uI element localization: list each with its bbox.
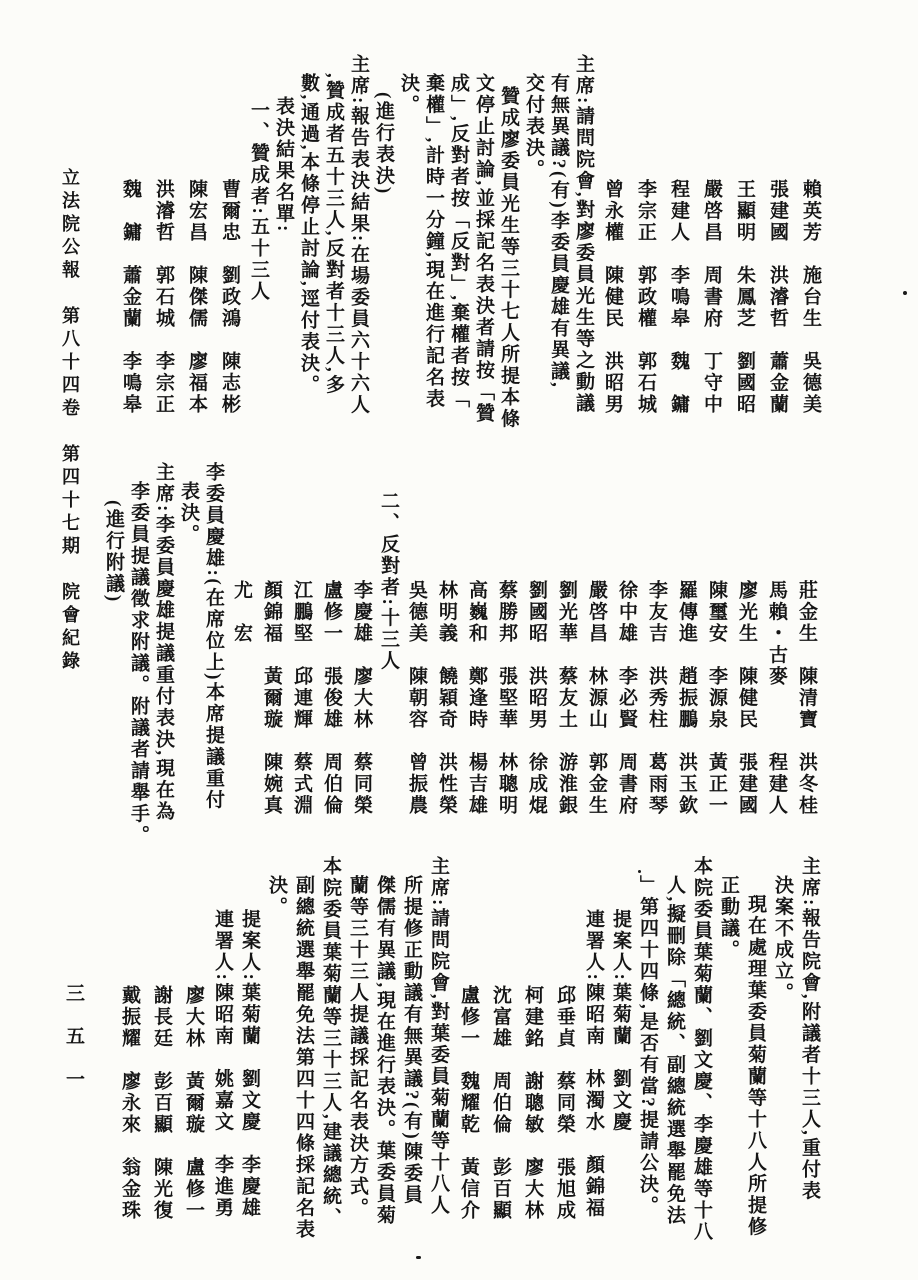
name-list-column: 沈富雄 周伯倫 彭百顯 <box>490 985 511 1222</box>
name-list-column: 蔡勝邦 張堅華 林聰明 <box>496 579 517 817</box>
name-list-column: 徐中雄 李必賢 周書府 <box>616 579 637 817</box>
text-column: 主席:報告表決結果:在場委員六十六人 <box>348 54 369 416</box>
name-list-column: 劉國昭 洪昭男 徐成焜 <box>526 579 547 817</box>
text-column: 本院委員葉菊蘭、劉文慶、李慶雄等十八 <box>691 856 712 1243</box>
name-list-column: 尤 宏 <box>231 579 252 645</box>
text-column: 現在處理葉委員菊蘭等十八人所提修 <box>745 894 766 1238</box>
text-column: 連署人:陳昭南 姚嘉文 李進勇 <box>212 909 233 1220</box>
name-list-column: 戴振耀 廖永來 翁金珠 <box>119 985 140 1222</box>
name-list-column: 張建國 洪濬哲 蕭金蘭 <box>767 179 788 416</box>
name-list-column: 邱垂貞 蔡同榮 張旭成 <box>554 985 575 1222</box>
text-column: 蘭等三十三人提議採記名表決方式。 <box>347 875 368 1219</box>
name-list-column: 曹爾忠 劉政鴻 陳志彬 <box>219 179 240 416</box>
name-list-column: 吳德美 陳朝容 曾振農 <box>406 579 427 817</box>
text-column: 有無異議?(有)李委員慶雄有異議, <box>548 73 569 390</box>
name-list-column: 江鵬堅 邱連輝 蔡式淵 <box>291 579 312 817</box>
text-column: 表決結果名單: <box>273 95 294 234</box>
text-column: 連署人:陳昭南 林濁水 顏錦福 <box>583 909 604 1220</box>
name-list-column: 李宗正 郭政權 郭石城 <box>635 179 656 416</box>
name-list-column: 賴英芳 施台生 吳德美 <box>800 179 821 416</box>
text-band-top <box>114 54 827 472</box>
name-list-column: 馬賴・古麥 程建人 <box>766 579 787 817</box>
text-column: 表決。 <box>178 481 199 546</box>
name-list-column: 高巍和 鄭逢時 楊吉雄 <box>466 579 487 817</box>
text-column: 決。 <box>266 875 287 918</box>
name-list-column: 莊金生 陳清寶 洪冬桂 <box>796 579 817 817</box>
text-column: ,贊成者五十三人,反對者十三人,多 <box>323 73 344 396</box>
name-list-column: 曾永權 陳健民 洪昭男 <box>602 179 623 416</box>
text-band-bottom <box>113 856 823 1276</box>
text-column: 提案人:葉菊蘭 劉文慶 <box>610 909 631 1134</box>
text-column: 」第四十四條,是否有當?提請公決。 <box>637 875 658 1217</box>
name-list-column: 盧修一 張俊雄 周伯倫 <box>321 579 342 817</box>
name-list-column: 劉光華 蔡友土 游淮銀 <box>556 579 577 817</box>
name-list-column: 羅傳進 趙振鵬 洪玉欽 <box>676 579 697 817</box>
scan-speck <box>416 1256 421 1259</box>
name-list-column: 嚴啓昌 周書府 丁守中 <box>701 179 722 416</box>
text-column: 交付表決。 <box>523 73 544 181</box>
text-column: 贊成廖委員光生等三十七人所提本條 <box>498 86 519 431</box>
text-column: 成」,反對者按「反對」,棄權者按「 <box>448 73 469 410</box>
text-column: 決案不成立。 <box>772 875 793 1004</box>
name-list-column: 李友吉 洪秀柱 葛雨琴 <box>646 579 667 817</box>
text-column: 李委員慶雄:(在席位上)本席提議重付 <box>203 462 224 811</box>
text-column: 二、反對者:十三人 <box>378 490 399 672</box>
text-column: 主席:請問院會,對廖委員光生等之動議 <box>573 54 594 415</box>
text-column: 提案人:葉菊蘭 劉文慶 李慶雄 <box>239 909 260 1220</box>
scan-speck <box>638 870 641 873</box>
name-list-column: 廖大林 黃爾璇 盧修一 <box>183 985 204 1222</box>
text-column: 本院委員葉菊蘭等三十三人,建議總統、 <box>320 856 341 1229</box>
text-column: 李委員提議徵求附議。附議者請舉手。 <box>128 481 149 847</box>
name-list-column: 王顯明 朱鳳芝 劉國昭 <box>734 179 755 416</box>
scan-speck <box>903 291 907 295</box>
text-column: (進行表決) <box>373 92 394 196</box>
text-column: 所提修正動議有無異議?(有)陳委員 <box>401 875 422 1206</box>
text-column: 人,擬刪除「總統、副總統選舉罷免法 <box>664 875 685 1227</box>
text-band-middle <box>101 462 821 860</box>
name-list-column: 顏錦福 黃爾璇 陳婉真 <box>261 579 282 817</box>
text-column: 決。 <box>398 73 419 116</box>
text-column: 副總統選舉罷免法第四十四條採記名表 <box>293 875 314 1241</box>
text-column: (進行附議) <box>103 500 124 604</box>
text-column: 主席:請問院會,對葉委員菊蘭等十八人 <box>428 856 449 1217</box>
text-column: 傑儒有異議,現在進行表決。葉委員菊 <box>374 875 395 1227</box>
text-column: 主席:李委員慶雄提議重付表決,現在為 <box>153 462 174 823</box>
gazette-edge-header: 立法院公報 第八十四卷 第四十七期 院會紀錄 <box>60 168 80 674</box>
name-list-column: 嚴啓昌 林源山 郭金生 <box>586 579 607 817</box>
text-column: 主席:報告院會,附議者十三人,重付表 <box>799 856 820 1202</box>
page-number: 三五一 <box>63 983 84 1112</box>
name-list-column: 魏 鏞 蕭金蘭 李鳴皋 <box>120 179 141 416</box>
name-list-column: 柯建銘 謝聰敏 廖大林 <box>522 985 543 1222</box>
name-list-column: 程建人 李鳴皋 魏 鏞 <box>668 179 689 416</box>
name-list-column: 謝長廷 彭百顯 陳光復 <box>151 985 172 1222</box>
text-column: 文停止討論,並採記名表決者請按「贊 <box>473 73 494 425</box>
name-list-column: 李慶雄 廖大林 蔡同榮 <box>351 579 372 817</box>
name-list-column: 廖光生 陳健民 張建國 <box>736 579 757 817</box>
name-list-column: 陳宏昌 陳傑儒 廖福本 <box>186 179 207 416</box>
text-column: 一、贊成者:五十三人 <box>248 99 269 302</box>
name-list-column: 林明義 饒穎奇 洪性榮 <box>436 579 457 817</box>
name-list-column: 洪濬哲 郭石城 李宗正 <box>153 179 174 416</box>
name-list-column: 陳璽安 李源泉 黃正一 <box>706 579 727 817</box>
text-column: 棄權」,計時一分鐘,現在進行記名表 <box>423 73 444 410</box>
text-column: 數,通過,本條停止討論,逕付表決。 <box>298 73 319 396</box>
text-column: 正動議。 <box>718 875 739 961</box>
name-list-column: 盧修一 魏耀乾 黃信介 <box>458 985 479 1222</box>
